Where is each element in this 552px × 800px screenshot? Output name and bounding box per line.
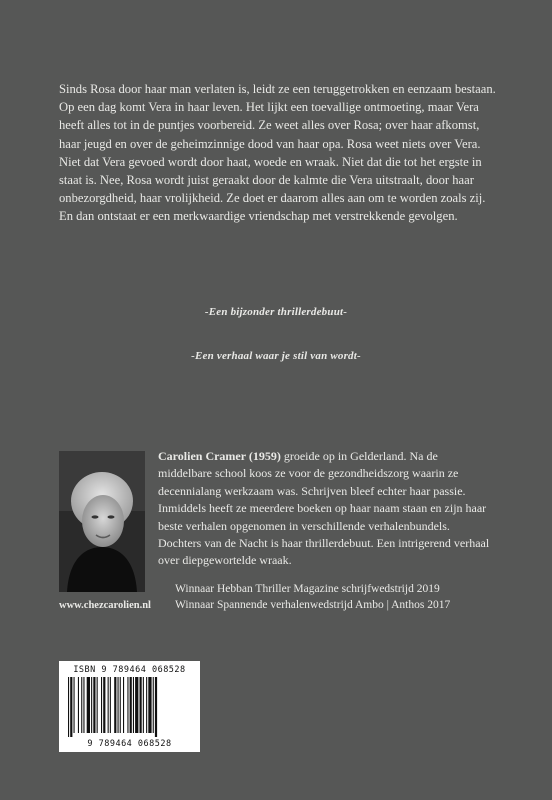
author-photo (59, 451, 145, 592)
award-item: Winnaar Spannende verhalenwedstrijd Ambo | Anthos 2017 (175, 598, 451, 611)
author-bio (158, 448, 494, 570)
barcode-bar (78, 677, 79, 733)
barcode-bar (93, 677, 95, 733)
barcode-bar (133, 677, 134, 733)
barcode-bar (108, 677, 109, 733)
barcode-bar (83, 677, 84, 733)
barcode-bar (70, 677, 72, 737)
barcode-bar (87, 677, 90, 733)
barcode-bar (146, 677, 147, 733)
author-website[interactable]: www.chezcarolien.nl (59, 600, 151, 611)
barcode-bar (155, 677, 157, 737)
barcode-bar (123, 677, 124, 733)
barcode-bar (118, 677, 119, 733)
barcode-bar (130, 677, 132, 733)
barcode-bar (110, 677, 111, 733)
barcode-bar (114, 677, 116, 733)
barcode-bar (74, 677, 75, 733)
barcode-bar (101, 677, 102, 733)
barcode-bar (153, 677, 154, 733)
barcode-bar (91, 677, 92, 733)
barcode-bar (143, 677, 144, 733)
barcode-bar (127, 677, 128, 733)
isbn-label: ISBN 9 789464 068528 (73, 665, 186, 675)
barcode-bars (68, 677, 193, 737)
barcode-bar (120, 677, 121, 733)
award-item: Winnaar Hebban Thriller Magazine schrijfwedstrijd 2019 (175, 583, 440, 595)
barcode-bar (135, 677, 138, 733)
isbn-barcode (59, 661, 200, 752)
back-cover-blurb: Sinds Rosa door haar man verlaten is, leidt ze een teruggetrokken en eenzaam bestaan. Op een dag komt Vera in haar leven. Het lijkt een toevallige ontmoeting, maar Vera heeft alles tot in de puntjes voorbereid. Ze weet alles over Rosa; over haar afkomst, haar jeugd en over de geheimzinnige dood van haar opa. Rosa weet niets over Vera. Niet dat Vera gevoed wordt door haat, woede en wraak. Niet dat die tot het ergste in staat is. Nee, Rosa wordt juist geraakt door de kalmte die Vera uitstraalt, door haar onbezorgdheid, haar vrolijkheid. Ze doet er daarom alles aan om te worden zoals zij. En dan ontstaat er een merkwaardige vriendschap met verstrekkende gevolgen. (59, 82, 496, 224)
barcode-bar (68, 677, 69, 737)
awards-list (175, 582, 450, 613)
barcode-bar (148, 677, 151, 733)
isbn-digits: 9 789464 068528 (87, 739, 172, 749)
author-bio-text: groeide op in Gelderland. Na de middelbare school koos ze voor de gezondheidszorg waarin ze decennialang werkzaam was. Schrijven bleef echter haar passie. Inmiddels heeft ze meerdere boeken op haar naam staan en zijn haar beste verhalen opgenomen in verschillende verhalenbundels. Dochters van de Nacht is haar thrillerdebuut. Een intrigerend verhaal over diepgewortelde wraak. (158, 449, 490, 568)
barcode-bar (103, 677, 105, 733)
review-quote-2: -Een verhaal waar je stil van wordt- (191, 350, 361, 362)
barcode-bar (140, 677, 142, 733)
author-name: Carolien Cramer (1959) (158, 449, 281, 463)
barcode-bar (97, 677, 98, 733)
review-quote-1: -Een bijzonder thrillerdebuut- (204, 306, 348, 318)
barcode-bar (81, 677, 82, 733)
